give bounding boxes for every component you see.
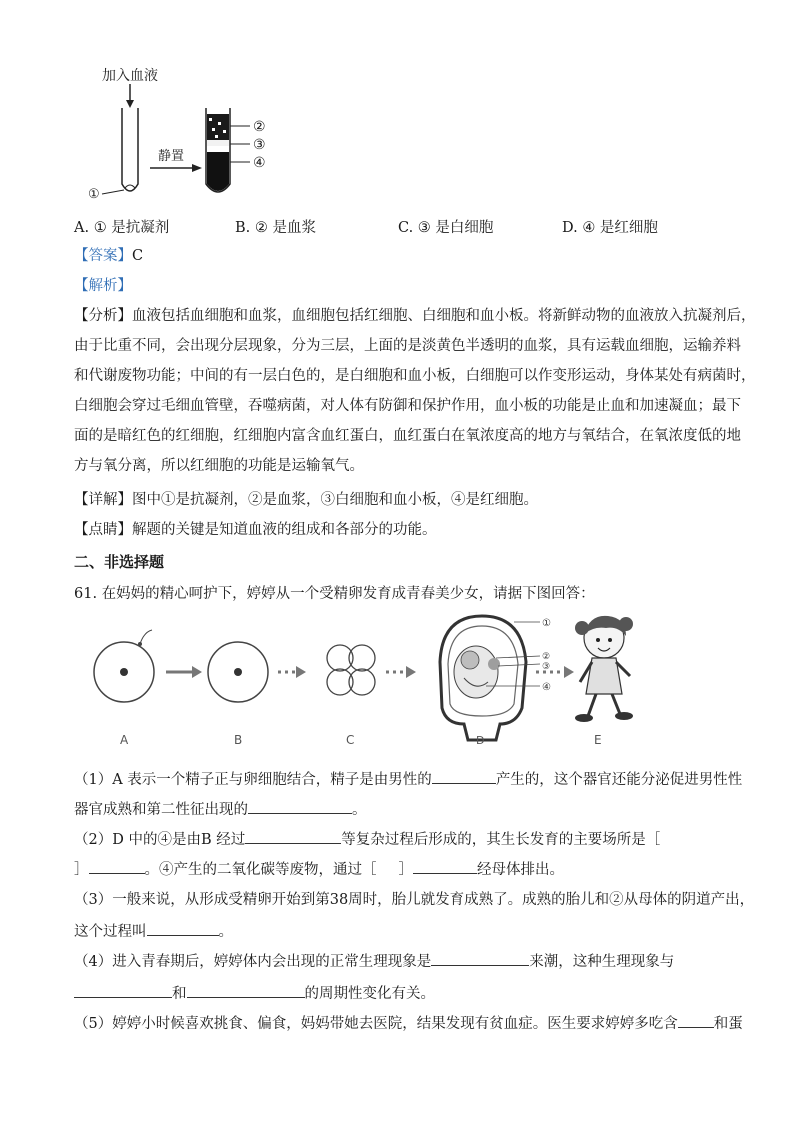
q2-text-c: ］ [74, 862, 89, 878]
q4-blank-2[interactable] [74, 982, 172, 998]
figure1-marker-4: ④ [253, 155, 266, 171]
fig2-label-b: B [234, 733, 243, 747]
fig2-label-d: D [476, 734, 485, 747]
q4-text-d: 的周期性变化有关。 [304, 986, 435, 1002]
q3-text-b: 这个过程叫 [74, 924, 147, 940]
figure1-label-top: 加入血液 [102, 68, 158, 84]
answer-tag: 【答案】 [74, 248, 132, 264]
analysis-line-5: 面的是暗红色的红细胞，红细胞内富含血红蛋白，血红蛋白在氧浓度高的地方与氧结合，在氧浓度低的地 [74, 428, 741, 444]
analysis-line-3: 和代谢废物功能；中间的有一层白色的，是白细胞和血小板，白细胞可以作变形运动，身体某处有病菌时， [74, 368, 756, 384]
fig2-label-c: C [346, 733, 355, 747]
q1-line-2 [74, 798, 754, 820]
fig2-marker-3: ③ [542, 662, 551, 672]
option-c: C. ③ 是白细胞 [398, 220, 494, 236]
option-b: B. ② 是血浆 [235, 220, 316, 236]
fig2-label-a: A [120, 733, 129, 747]
section-title: 二、非选择题 [74, 553, 165, 571]
q1-line-1 [74, 768, 754, 790]
fig2-marker-4: ④ [542, 682, 551, 693]
q5-text-a: （5）婷婷小时候喜欢挑食、偏食，妈妈带她去医院，结果发现有贫血症。医生要求婷婷多吃含 [74, 1016, 678, 1032]
analysis-text-1: 血液包括血细胞和血浆，血细胞包括红细胞、白细胞和血小板。将新鲜动物的血液放入抗凝剂后， [132, 308, 756, 324]
q2-text-f: 经母体排出。 [477, 862, 564, 878]
fig2-label-e: E [594, 733, 602, 747]
q1-text-a: （1）A 表示一个精子正与卵细胞结合，精子是由男性的 [74, 772, 432, 788]
fig2-marker-1: ① [542, 618, 551, 629]
q3-line-2 [74, 920, 754, 942]
analysis-heading [74, 276, 754, 296]
figure1-marker-3: ③ [253, 137, 266, 153]
blood-test-tube-figure [78, 64, 298, 214]
q2-text-d: 。④产生的二氧化碳等废物，通过［ [144, 862, 377, 878]
q4-blank-3[interactable] [187, 982, 305, 998]
q1-text-end: 。 [352, 802, 367, 818]
option-a: A. ① 是抗凝剂 [74, 220, 170, 236]
detail-line [74, 490, 754, 510]
q4-line-2 [74, 982, 754, 1004]
q4-blank-1[interactable] [431, 950, 529, 966]
answer-line [74, 246, 754, 266]
q3-line-1: （3）一般来说，从形成受精卵开始到第38周时，胎儿就发育成熟了。成熟的胎儿和②从母体的阴道产出， [74, 892, 755, 908]
q2-text-b: 等复杂过程后形成的，其生长发育的主要场所是［ [341, 832, 661, 848]
q2-line-2 [74, 858, 754, 880]
comment-text: 解题的关键是知道血液的组成和各部分的功能。 [132, 522, 437, 538]
analysis-line-6: 方与氧分离，所以红细胞的功能是运输氧气。 [74, 458, 364, 474]
q1-blank-1[interactable] [432, 768, 496, 784]
figure1-marker-1: ① [88, 187, 100, 202]
option-d: D. ④ 是红细胞 [562, 220, 658, 236]
q2-blank-3[interactable] [413, 858, 477, 874]
q5-blank[interactable] [678, 1012, 714, 1028]
comment-tag: 【点睛】 [74, 522, 132, 538]
answer-value: C [132, 248, 144, 264]
analysis-sub-tag: 【分析】 [74, 308, 132, 324]
q1-blank-2[interactable] [248, 798, 352, 814]
q2-line-1 [74, 828, 754, 850]
q3-blank[interactable] [147, 920, 219, 936]
q2-blank-1[interactable] [245, 828, 341, 844]
question-stem: 61. 在妈妈的精心呵护下，婷婷从一个受精卵发育成青春美少女，请据下图回答： [74, 586, 595, 602]
q2-text-a: （2）D 中的④是由B 经过 [74, 832, 246, 848]
q3-text-end: 。 [218, 924, 233, 940]
comment-line [74, 520, 754, 540]
analysis-tag: 【解析】 [74, 278, 132, 294]
q2-blank-2[interactable] [89, 858, 145, 874]
q1-text-b: 产生的，这个器官还能分泌促进男性性 [495, 772, 743, 788]
development-figure [90, 612, 650, 752]
figure1-label-arrow: 静置 [158, 149, 185, 164]
analysis-line-2: 由于比重不同，会出现分层现象，分为三层，上面的是淡黄色半透明的血浆，具有运载血细胞，运输养料 [74, 338, 741, 354]
q2-text-e: ］ [398, 862, 413, 878]
detail-text: 图中①是抗凝剂，②是血浆，③白细胞和血小板，④是红细胞。 [132, 492, 538, 508]
analysis-line-1 [74, 306, 754, 326]
figure1-marker-2: ② [253, 119, 266, 135]
q4-text-b: 来潮，这种生理现象与 [529, 954, 675, 970]
detail-tag: 【详解】 [74, 492, 132, 508]
q5-line-1 [74, 1012, 754, 1034]
fig2-marker-2: ② [542, 652, 551, 662]
analysis-line-4: 白细胞会穿过毛细血管壁，吞噬病菌，对人体有防御和保护作用，血小板的功能是止血和加速凝血；最下 [74, 398, 741, 414]
q4-text-c: 和 [172, 986, 187, 1002]
q4-text-a: （4）进入青春期后，婷婷体内会出现的正常生理现象是 [74, 954, 432, 970]
q1-text-c: 器官成熟和第二性征出现的 [74, 802, 248, 818]
q4-line-1 [74, 950, 754, 972]
q5-text-b: 和蛋 [713, 1016, 743, 1032]
